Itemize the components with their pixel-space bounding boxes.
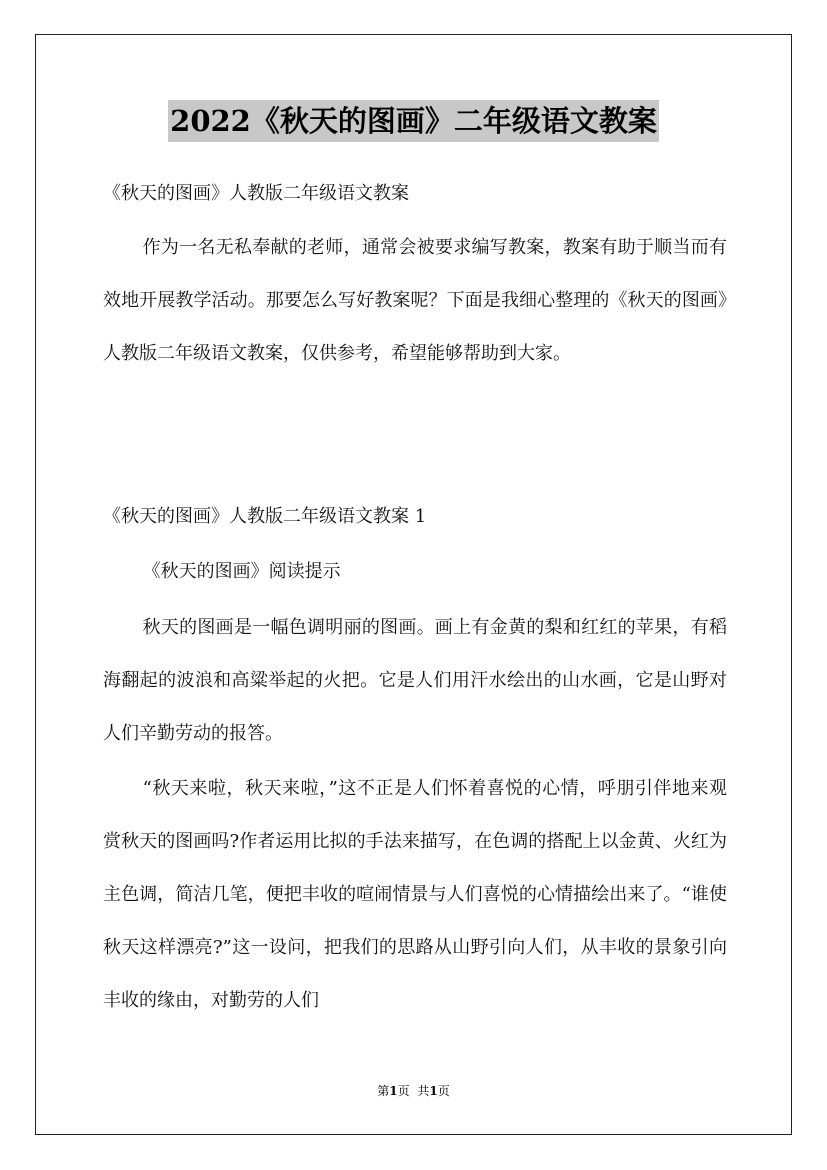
- footer-total-prefix: 共: [417, 1084, 430, 1098]
- section-heading: 《秋天的图画》人教版二年级语文教案 1: [103, 506, 427, 527]
- paragraph-2: “秋天来啦，秋天来啦，”这不正是人们怀着喜悦的心情，呼朋引伴地来观赏秋天的图画吗?作者运用比拟的手法来描写，在色调的搭配上以金黄、火红为主色调，简洁几笔，便把丰收的喧闹情景与人们喜悦的心情描绘出来了。“谁使秋天这样漂亮?”这一设问，把我们的思路从山野引向人们，从丰收的景象引向丰收的缘由，对勤劳的人们: [103, 778, 727, 1011]
- footer-total-suffix: 页: [437, 1084, 450, 1098]
- reading-tip-heading: 《秋天的图画》阅读提示: [142, 561, 341, 582]
- footer-total-number: 1: [429, 1084, 438, 1098]
- intro-paragraph: 作为一名无私奉献的老师，通常会被要求编写教案，教案有助于顺当而有效地开展教学活动。那要怎么写好教案呢？下面是我细心整理的《秋天的图画》人教版二年级语文教案，仅供参考，希望能够帮助到大家。: [103, 237, 727, 364]
- footer-page-prefix: 第: [377, 1084, 390, 1098]
- footer-page-number: 1: [389, 1084, 398, 1098]
- subtitle: 《秋天的图画》人教版二年级语文教案: [103, 183, 409, 204]
- page-footer: [0, 1083, 827, 1099]
- document-title: 2022《秋天的图画》二年级语文教案: [168, 100, 659, 142]
- paragraph-1: 秋天的图画是一幅色调明丽的图画。画上有金黄的梨和红红的苹果，有稻海翻起的波浪和高粱举起的火把。它是人们用汗水绘出的山水画，它是山野对人们辛勤劳动的报答。: [103, 617, 727, 744]
- footer-page-suffix: 页: [397, 1084, 410, 1098]
- title-container: [0, 100, 827, 142]
